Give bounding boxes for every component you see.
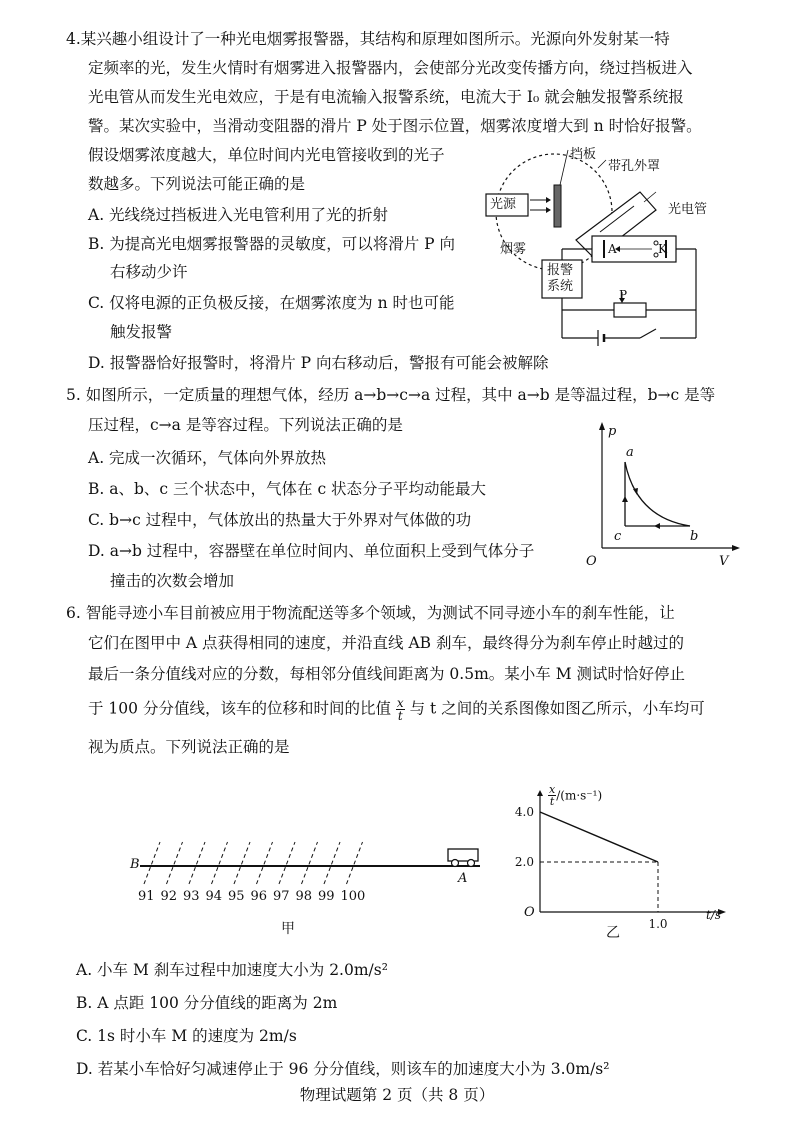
- score-line-97: [279, 842, 295, 884]
- q6-option-c: C. 1s 时小车 M 的速度为 2m/s: [76, 1027, 297, 1045]
- yi-x-label: t/s: [706, 908, 722, 922]
- yi-x-tick-0: 1.0: [648, 917, 668, 931]
- q6-option-a: A. 小车 M 刹车过程中加速度大小为 2.0m/s²: [76, 961, 388, 979]
- score-line-94: [212, 842, 228, 884]
- q5-line-1: 5. 如图所示，一定质量的理想气体，经历 a→b→c→a 过程，其中 a→b 是等温过程，b→c 是等: [66, 386, 716, 404]
- pv-label-c: c: [614, 529, 622, 544]
- figure-yi-caption: 乙: [606, 925, 620, 941]
- score-label-100: 100: [340, 889, 366, 904]
- score-line-100: [347, 842, 363, 884]
- car-wheel-right: [468, 860, 475, 867]
- yi-y-label-unit: /(m·s⁻¹): [556, 788, 603, 803]
- q5-line-2: 压过程，c→a 是等容过程。下列说法正确的是: [88, 416, 403, 434]
- q6-line-4-before: 于 100 分分值线，该车的位移和时间的比值: [88, 699, 391, 718]
- yi-y-tick-0: 4.0: [514, 805, 534, 819]
- label-cathode: K: [658, 242, 667, 256]
- label-alarm-line1: 报警: [547, 263, 574, 278]
- pv-label-b: b: [690, 529, 699, 544]
- q4-option-c-cont: 触发报警: [110, 323, 173, 341]
- q4-line-6: 数越多。下列说法可能正确的是: [88, 175, 306, 193]
- q6-line-5: 视为质点。下列说法正确的是: [88, 738, 290, 756]
- page-footer: 物理试题第 2 页（共 8 页）: [299, 1086, 495, 1104]
- score-label-93: 93: [183, 889, 200, 904]
- q4-option-c: C. 仅将电源的正负极反接，在烟雾浓度为 n 时也可能: [88, 294, 455, 312]
- q6-line-4-after: 与 t 之间的关系图像如图乙所示，小车均可: [409, 699, 705, 718]
- score-label-95: 95: [228, 889, 245, 904]
- q4-option-b-cont: 右移动少许: [110, 263, 188, 281]
- q6-line-2: 它们在图甲中 A 点获得相同的速度，并沿直线 AB 刹车，最终得分为刹车停止时越过的: [88, 634, 684, 652]
- q4-line-2: 定频率的光，发生火情时有烟雾进入报警器内，会使部分光改变传播方向，绕过挡板进入: [88, 59, 693, 77]
- q4-line-1: 4.某兴趣小组设计了一种光电烟雾报警器，其结构和原理如图所示。光源向外发射某一特: [66, 30, 670, 48]
- score-label-97: 97: [273, 889, 290, 904]
- score-line-99: [324, 842, 340, 884]
- q6-option-b: B. A 点距 100 分分值线的距离为 2m: [76, 994, 338, 1012]
- pv-label-v: V: [719, 554, 729, 569]
- q4-option-a: A. 光线绕过挡板进入光电管利用了光的折射: [88, 206, 389, 224]
- label-phototube: 光电管: [668, 202, 708, 217]
- car-wheel-left: [452, 860, 459, 867]
- track-label-b: B: [130, 857, 140, 872]
- figure-jia-caption: 甲: [281, 921, 295, 937]
- ratio-fraction: [396, 697, 405, 722]
- q4-line-5: 假设烟雾浓度越大，单位时间内光电管接收到的光子: [88, 146, 445, 164]
- xt-ratio-graph: [500, 790, 730, 931]
- score-label-91: 91: [138, 889, 155, 904]
- car-body: [448, 849, 478, 861]
- pv-label-p: p: [608, 424, 617, 439]
- q6-line-4: [88, 697, 705, 722]
- q6-option-d: D. 若某小车恰好匀减速停止于 96 分分值线，则该车的加速度大小为 3.0m/s²: [76, 1060, 610, 1078]
- label-slider: P: [619, 288, 628, 302]
- label-light-source: 光源: [490, 197, 517, 212]
- track-label-a: A: [458, 871, 468, 886]
- score-line-93: [189, 842, 205, 884]
- isotherm-curve-ab: [625, 462, 690, 526]
- ratio-denominator: t: [397, 709, 403, 723]
- yi-y-label-den: t: [549, 795, 555, 808]
- score-line-95: [234, 842, 250, 884]
- q4-option-b: B. 为提高光电烟雾报警器的灵敏度，可以将滑片 P 向: [88, 235, 456, 253]
- yi-origin-label: O: [524, 905, 535, 920]
- q5-option-d: D. a→b 过程中，容器壁在单位时间内、单位面积上受到气体分子: [88, 542, 535, 560]
- label-alarm-line2: 系统: [547, 279, 574, 294]
- q6-line-3: 最后一条分值线对应的分数，每相邻分值线间距离为 0.5m。某小车 M 测试时恰好停止: [88, 665, 686, 683]
- yi-y-label: [548, 784, 602, 807]
- score-label-98: 98: [295, 889, 313, 904]
- label-anode: A: [608, 242, 617, 256]
- score-label-96: 96: [250, 889, 268, 904]
- score-line-96: [257, 842, 273, 884]
- ratio-numerator: x: [396, 696, 404, 710]
- q5-option-c: C. b→c 过程中，气体放出的热量大于外界对气体做的功: [88, 511, 472, 529]
- pv-label-o: O: [586, 554, 597, 569]
- q5-option-b: B. a、b、c 三个状态中，气体在 c 状态分子平均动能最大: [88, 480, 487, 498]
- rheostat: [614, 303, 646, 317]
- yi-y-tick-1: 2.0: [514, 855, 534, 869]
- label-baffle: 挡板: [570, 147, 597, 162]
- score-line-92: [167, 842, 183, 884]
- q5-option-a: A. 完成一次循环，气体向外界放热: [88, 449, 327, 467]
- pv-graph: [590, 422, 740, 552]
- q4-line-3: 光电管从而发生光电效应，于是有电流输入报警系统，电流大于 I₀ 就会触发报警系统报: [88, 88, 684, 106]
- q5-option-d-cont: 撞击的次数会增加: [110, 572, 235, 590]
- score-label-99: 99: [318, 889, 335, 904]
- score-line-98: [302, 842, 318, 884]
- label-cover: 带孔外罩: [608, 159, 661, 174]
- yi-y-label-fraction: [548, 784, 556, 807]
- score-label-92: 92: [160, 889, 178, 904]
- score-lines: [144, 842, 363, 884]
- score-label-94: 94: [205, 889, 223, 904]
- q6-line-1: 6. 智能寻迹小车目前被应用于物流配送等多个领域，为测试不同寻迹小车的刹车性能，让: [66, 604, 675, 622]
- track-diagram: [120, 838, 490, 888]
- q4-line-4: 警。某次实验中，当滑动变阻器的滑片 P 处于图示位置，烟雾浓度增大到 n 时恰好报警。: [88, 117, 702, 135]
- score-line-91: [144, 842, 160, 884]
- label-smoke: 烟雾: [500, 242, 527, 257]
- pv-label-a: a: [626, 445, 634, 460]
- yi-data-line: [540, 812, 658, 862]
- baffle-plate: [554, 185, 561, 227]
- yi-y-label-num: x: [549, 783, 556, 796]
- q4-option-d: D. 报警器恰好报警时，将滑片 P 向右移动后，警报有可能会被解除: [88, 354, 549, 372]
